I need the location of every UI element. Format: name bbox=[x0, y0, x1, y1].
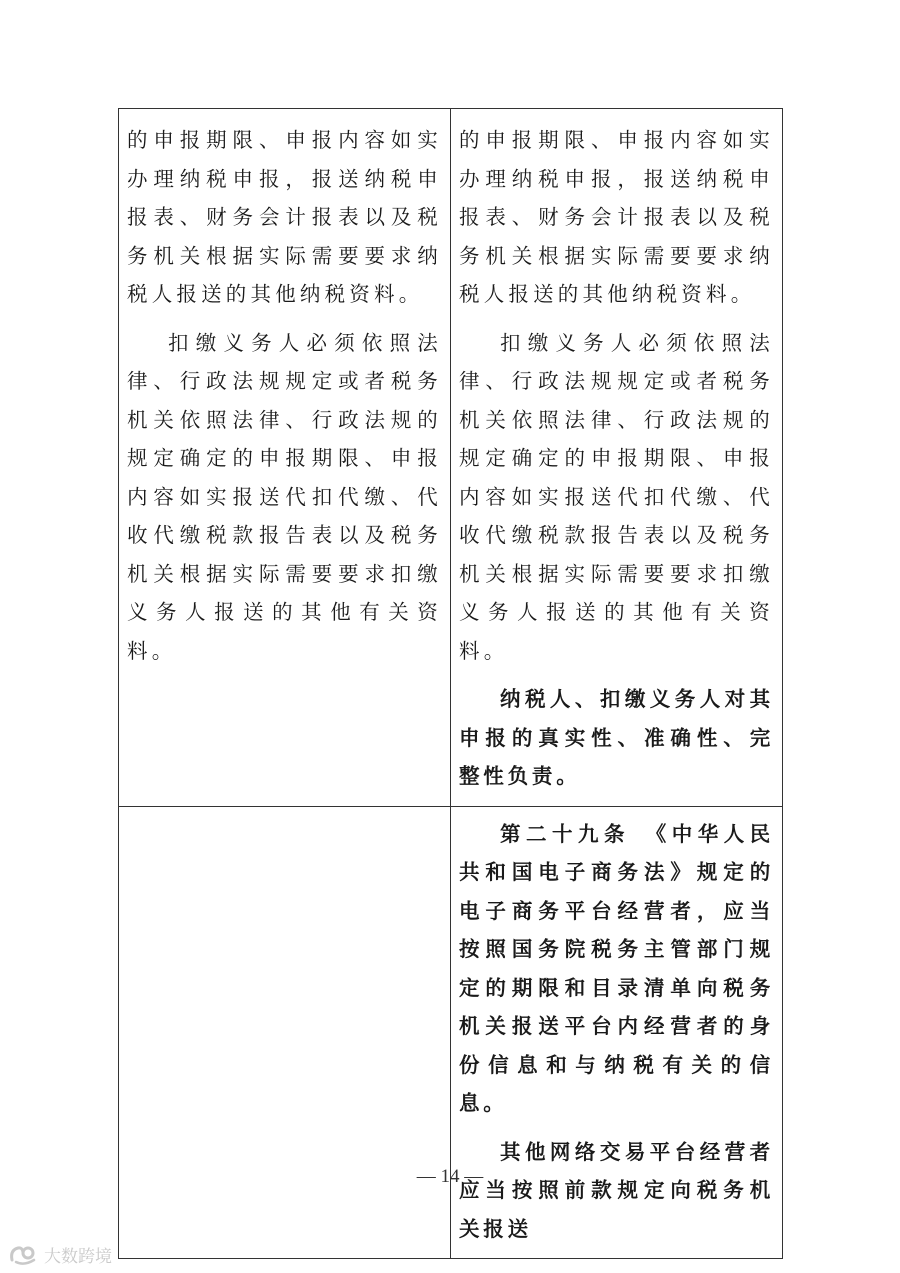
table-row bbox=[119, 806, 783, 1259]
table-cell-right bbox=[451, 806, 783, 1259]
paragraph: 的申报期限、申报内容如实办理纳税申报，报送纳税申报表、财务会计报表以及税务机关根据实际需要要求纳税人报送的其他纳税资料。 bbox=[127, 128, 442, 306]
paragraph-added: 纳税人、扣缴义务人对其申报的真实性、准确性、完整性负责。 bbox=[459, 687, 774, 788]
paragraph: 的申报期限、申报内容如实办理纳税申报，报送纳税申报表、财务会计报表以及税务机关根据实际需要要求纳税人报送的其他纳税资料。 bbox=[459, 128, 774, 306]
comparison-table bbox=[118, 108, 783, 1259]
paragraph: 扣缴义务人必须依照法律、行政法规规定或者税务机关依照法律、行政法规的规定确定的申报期限、申报内容如实报送代扣代缴、代收代缴税款报告表以及税务机关根据实际需要要求扣缴义务人报送的其他有关资料。 bbox=[459, 330, 774, 663]
table-cell-right bbox=[451, 109, 783, 807]
watermark-text: 大数跨境 bbox=[44, 1247, 112, 1267]
paragraph-added: 其他网络交易平台经营者应当按照前款规定向税务机关报送 bbox=[459, 1139, 774, 1241]
paragraph-article-29: 第二十九条 《中华人民共和国电子商务法》规定的电子商务平台经营者，应当按照国务院税务主管部门规定的期限和目录清单向税务机关报送平台内经营者的身份信息和与纳税有关的信息。 bbox=[459, 821, 774, 1115]
table-cell-left-empty bbox=[119, 806, 451, 1259]
brand-logo-icon bbox=[8, 1244, 38, 1266]
paragraph: 扣缴义务人必须依照法律、行政法规规定或者税务机关依照法律、行政法规的规定确定的申报期限、申报内容如实报送代扣代缴、代收代缴税款报告表以及税务机关根据实际需要要求扣缴义务人报送的其他有关资料。 bbox=[127, 330, 442, 663]
watermark bbox=[8, 1242, 112, 1267]
table-cell-left bbox=[119, 109, 451, 807]
table-row bbox=[119, 109, 783, 807]
page-number: — 14 — bbox=[416, 1166, 484, 1187]
